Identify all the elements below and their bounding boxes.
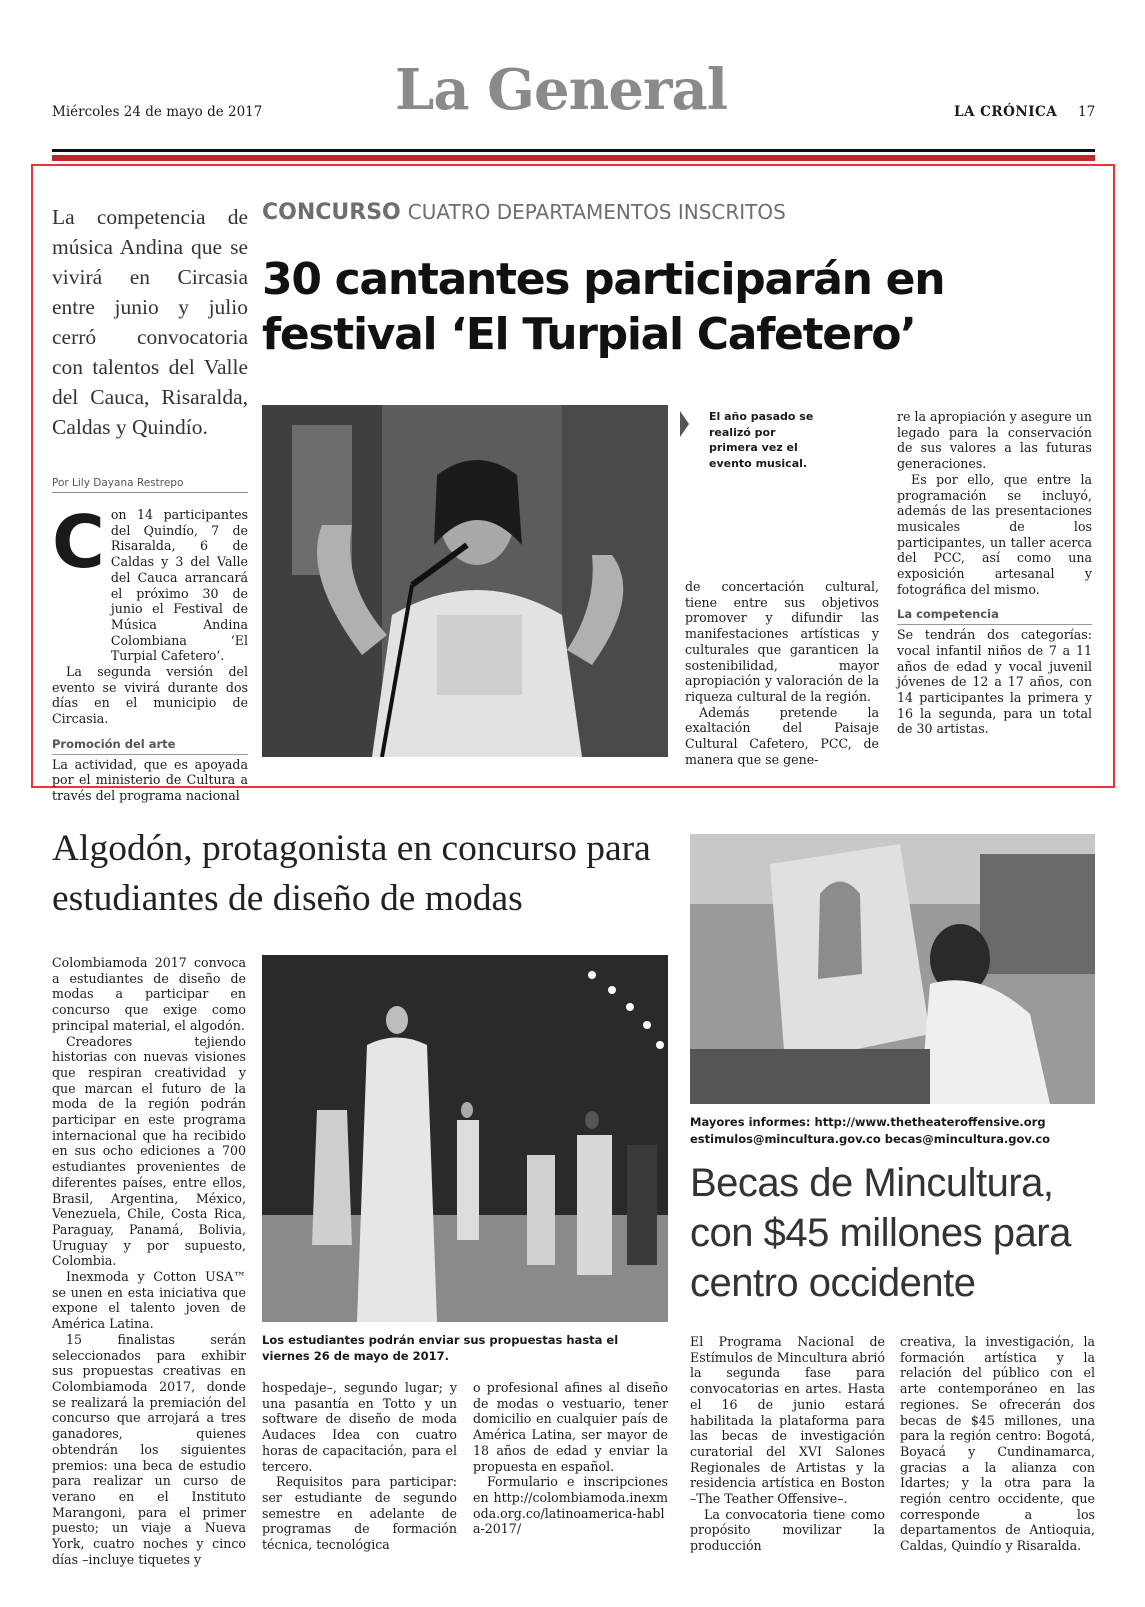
- paragraph: Inexmoda y Cotton USA™ se unen en esta iniciativa que expone el talento joven de América Latina.: [52, 1269, 246, 1332]
- paragraph: El Programa Nacional de Estímulos de Mincultura abrió la segunda fase para convocatorias en artes. Hasta el 16 de junio estará habilitada la plataforma para las becas de investigación curatorial del XVI Salones Regionales de Artistas y la residencia artística en Boston –The Teather Offensive–.: [690, 1334, 885, 1507]
- fashion-column-1: [52, 955, 246, 1567]
- paragraph: La convocatoria tiene como propósito movilizar la producción: [690, 1506, 885, 1554]
- paragraph: Requisitos para participar: ser estudiante de segundo semestre en adelante de programas de formación técnica, tecnológica: [262, 1474, 457, 1553]
- runway-photo: [262, 955, 668, 1322]
- paragraph: de concertación cultural, tiene entre sus objetivos promover y difundir las manifestaciones artísticas y culturales que garanticen la sostenibilidad, mayor apropiación y valoración de la riqueza cultural de la región.: [685, 579, 879, 704]
- paragraph: Se tendrán dos categorías: vocal infantil niños de 7 a 11 años de edad y vocal juvenil jóvenes de 12 a 17 años, con 14 participantes la primera y 16 la segunda, para un total de 30 artistas.: [897, 627, 1092, 737]
- becas-column-2: [900, 1334, 1095, 1554]
- lead-summary: La competencia de música Andina que se vivirá en Circasia entre junio y julio cerró convocatoria con talentos del Valle del Cauca, Risaralda, Caldas y Quindío.: [52, 205, 248, 439]
- painter-photo: [690, 834, 1095, 1104]
- paragraph: 15 finalistas serán seleccionados para exhibir sus propuestas creativas en Colombiamoda 2017, donde se realizará la premiación del concurso que arrojará a tres ganadores, quienes obtendrán los siguientes premios: una beca de estudio para realizar un curso de verano en el Instituto Marangoni, para el primer puesto; un viaje a Nueva York, cuatro noches y cinco días –incluye tiquetes y: [52, 1331, 246, 1567]
- pullquote-arrow: [680, 411, 689, 437]
- masthead-rule-red: [52, 155, 1095, 161]
- paragraph: Es por ello, que entre la programación se incluyó, además de las presentaciones musicales de los participantes, un taller acerca del PCC, así como una exposición artesanal y fotográfica del mismo.: [897, 471, 1092, 597]
- kicker-text: CUATRO DEPARTAMENTOS INSCRITOS: [407, 200, 786, 224]
- kicker-label: CONCURSO: [262, 200, 401, 225]
- paragraph: La segunda versión del evento se vivirá durante dos días en el municipio de Circasia.: [52, 664, 248, 727]
- byline: Por Lily Dayana Restrepo: [52, 477, 248, 493]
- section-title: La General: [395, 57, 728, 123]
- painter-caption: Mayores informes: http://www.thetheateroffensive.org estimulos@mincultura.gov.co becas@mincultura.gov.co: [690, 1115, 1051, 1146]
- masthead-rule-black: [52, 149, 1095, 152]
- paragraph: o profesional afines al diseño de modas o vestuario, tener domicilio en cualquier país de América Latina, ser mayor de 18 años de edad y enviar la propuesta en español.: [473, 1380, 668, 1474]
- paragraph: re la apropiación y asegure un legado para la conservación de sus valores a las futuras generaciones.: [897, 409, 1092, 472]
- drop-cap: C: [52, 500, 105, 584]
- kicker: [262, 200, 786, 225]
- paragraph: creativa, la investigación, la formación artística y la relación del público con el arte contemporáneo en las regiones. Se ofrecerán dos becas de $45 millones, una para la región centro: Bogotá, Boyacá y Cundinamarca, gracias a la alianza con Idartes; y la otra para la región centro occidente, que corresponde a los departamentos de Antioquia, Caldas, Quindío y Risaralda.: [900, 1334, 1095, 1554]
- paragraph: Además pretende la exaltación del Paisaje Cultural Cafetero, PCC, de manera que se gene-: [685, 704, 879, 767]
- subhead: Promoción del arte: [52, 737, 248, 755]
- becas-column-1: [690, 1334, 885, 1554]
- issue-date: Miércoles 24 de mayo de 2017: [52, 104, 263, 120]
- paragraph: hospedaje–, segundo lugar; y una pasantía en Totto y un software de diseño de moda Audaces Idea con cuatro horas de capacitación, para el tercero.: [262, 1380, 457, 1474]
- runway-caption: Los estudiantes podrán enviar sus propuestas hasta el viernes 26 de mayo de 2017.: [262, 1333, 619, 1363]
- paragraph: on 14 participantes del Quindío, 7 de Risaralda, 6 de Caldas y 3 del Valle del Cauca arrancará el próximo 30 de junio el Festival de Música Andina Colombiana ‘El Turpial Cafetero’.: [110, 507, 248, 664]
- page-number: 17: [1078, 104, 1096, 120]
- paragraph: La actividad, que es apoyada por el ministerio de Cultura a través del programa nacional: [52, 756, 248, 803]
- subhead: La competencia: [897, 607, 1092, 625]
- becas-headline: Becas de Mincultura, con $45 millones para centro occidente: [690, 1161, 1071, 1305]
- paragraph: Creadores tejiendo historias con nuevas visiones que respiran creatividad y que marcan el futuro de la moda de la región podrán participar en este programa internacional que ha recibido en sus ocho ediciones a 700 estudiantes provenientes de diferentes países, entre ellos, Brasil, Argentina, México, Venezuela, Chile, Costa Rica, Paraguay, Panamá, Bolivia, Uruguay y por supuesto, Colombia.: [52, 1033, 246, 1269]
- main-column-1: [52, 500, 248, 804]
- pullquote: El año pasado se realizó por primera vez el evento musical.: [709, 410, 814, 470]
- singer-photo: [262, 405, 668, 757]
- paragraph: Colombiamoda 2017 convoca a estudiantes de diseño de modas a participar en concurso que exige como principal material, el algodón.: [52, 955, 246, 1033]
- paragraph: Formulario e inscripciones en http://colombiamoda.inexmoda.org.co/latinoamerica-habla-2017/: [473, 1474, 668, 1537]
- newspaper-name: LA CRÓNICA: [954, 104, 1058, 120]
- main-headline: 30 cantantes participarán en festival ‘El Turpial Cafetero’: [262, 254, 945, 360]
- main-column-4: [897, 409, 1092, 737]
- main-column-3: [685, 579, 879, 767]
- fashion-column-2: [262, 1380, 457, 1553]
- fashion-headline: Algodón, protagonista en concurso para estudiantes de diseño de modas: [52, 828, 651, 919]
- fashion-column-3: [473, 1380, 668, 1537]
